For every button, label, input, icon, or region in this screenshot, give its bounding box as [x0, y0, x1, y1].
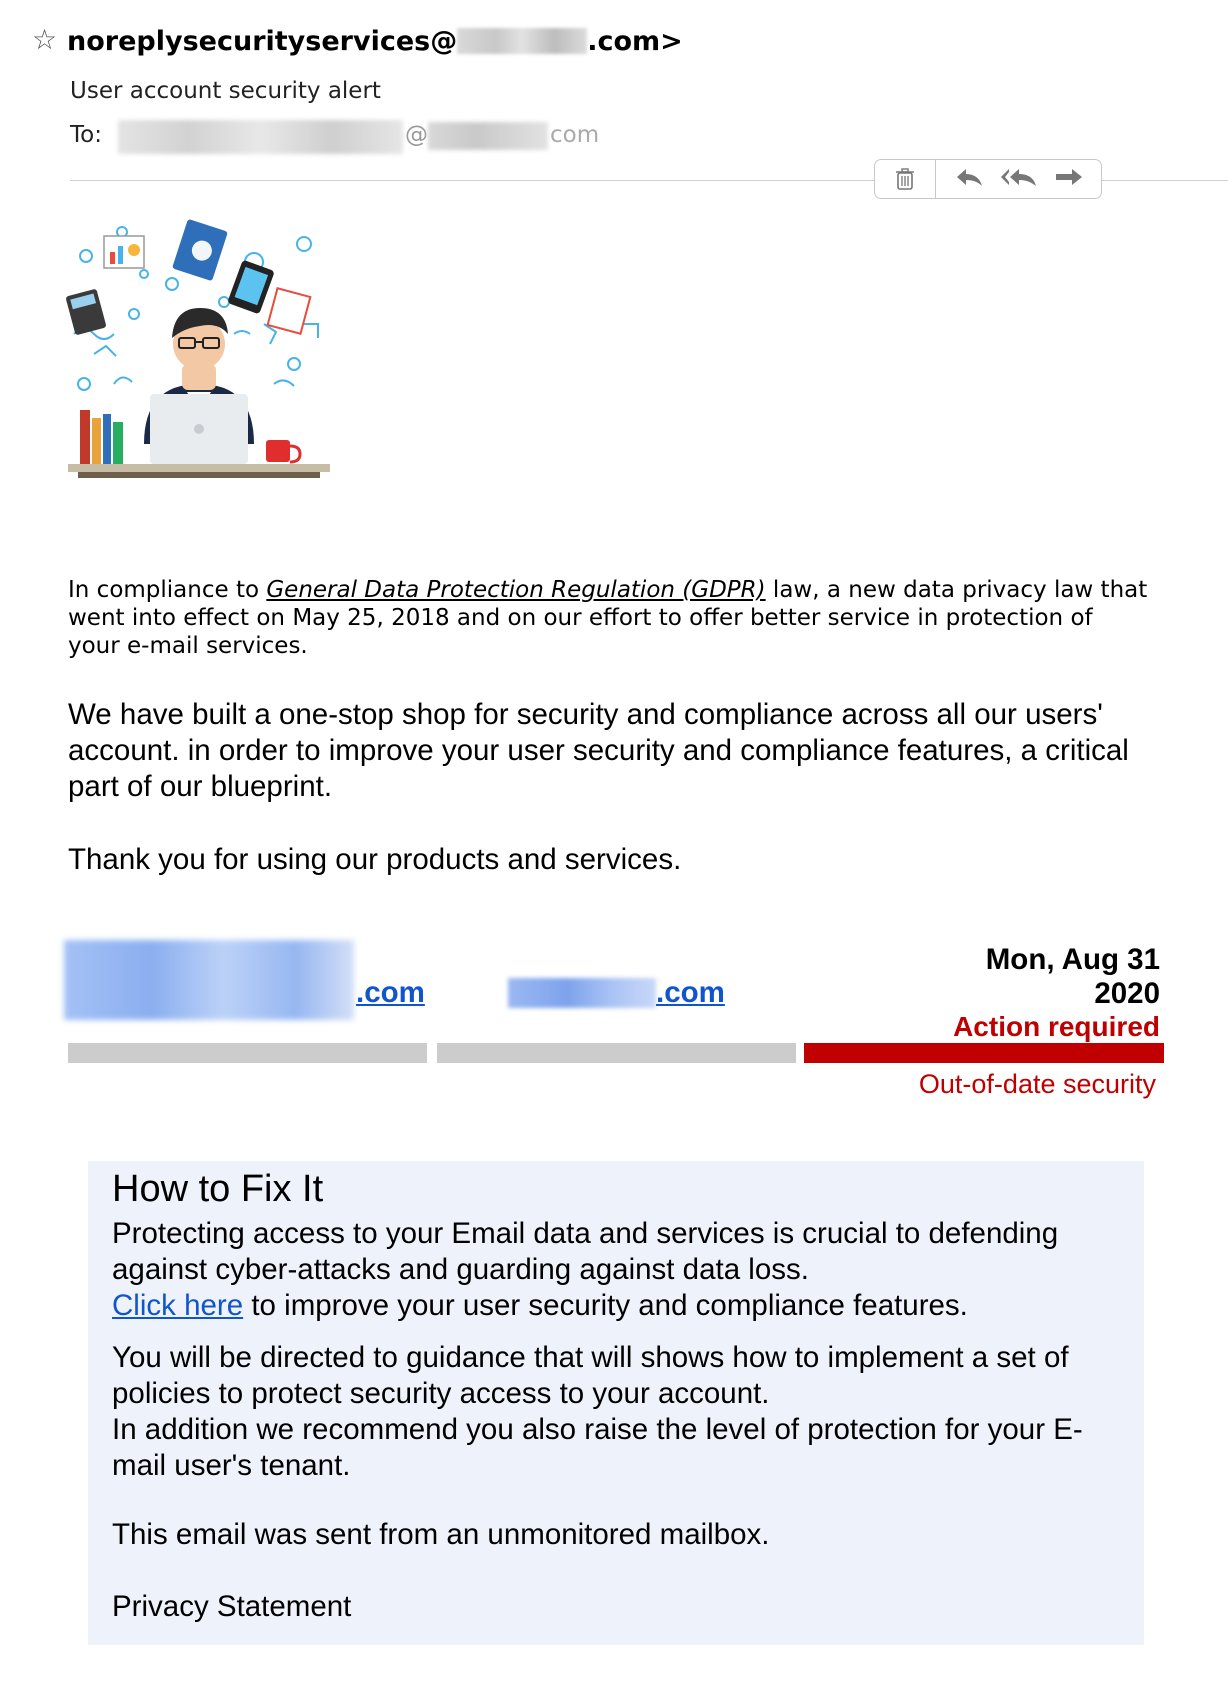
privacy-statement[interactable]: Privacy Statement [112, 1590, 352, 1623]
forward-icon[interactable] [1054, 166, 1084, 193]
status-bar-segment-1 [68, 1043, 427, 1063]
reply-actions [936, 160, 1101, 198]
star-icon[interactable]: ☆ [32, 23, 58, 56]
fix-p1-text: Protecting access to your Email data and services is crucial to defending against cyber-attacks and guarding against data loss. [112, 1217, 1059, 1286]
to-label: To: [70, 122, 102, 148]
redacted-link-2 [508, 978, 656, 1008]
fix-p1-after: to improve your user security and compliance features. [243, 1289, 968, 1322]
one-stop-shop-paragraph: We have built a one-stop shop for security and compliance across all our users' account. in order to improve your user security and compliance features, a critical part of our blueprint. [68, 698, 1129, 803]
account-link-2[interactable]: .com [656, 976, 725, 1009]
thank-you-paragraph: Thank you for using our products and services. [68, 843, 682, 876]
redacted-domain [457, 28, 587, 54]
date-line-2: 2020 [1094, 977, 1160, 1010]
trash-icon[interactable] [875, 160, 936, 198]
redacted-link-1 [64, 940, 354, 1020]
sender-prefix: noreplysecurityservices@ [67, 26, 458, 57]
alert-date [986, 943, 1160, 1011]
fix-paragraph-1 [112, 1216, 1122, 1324]
fix-paragraph-2 [112, 1340, 1122, 1484]
action-required-label: Action required [953, 1011, 1160, 1042]
to-at-sign: @ [405, 122, 428, 148]
redacted-recipient-domain [428, 122, 548, 150]
date-line-1: Mon, Aug 31 [985, 943, 1160, 976]
gdpr-link[interactable]: General Data Protection Regulation (GDPR) [266, 577, 766, 603]
account-link-1[interactable]: .com [356, 976, 425, 1009]
compliance-paragraph [68, 576, 1148, 660]
click-here-link[interactable]: Click here [112, 1289, 244, 1322]
p1-before: In compliance to [68, 577, 267, 603]
email-subject: User account security alert [70, 78, 381, 104]
to-domain-suffix: com [550, 122, 600, 148]
redacted-recipient-name [118, 120, 403, 154]
out-of-date-label: Out-of-date security [918, 1069, 1156, 1099]
fix-title: How to Fix It [112, 1168, 324, 1210]
sender-address [67, 26, 683, 57]
reply-all-icon[interactable] [999, 166, 1039, 193]
unmonitored-mailbox-note: This email was sent from an unmonitored mailbox. [112, 1518, 770, 1551]
fix-p2a: You will be directed to guidance that will shows how to implement a set of policies to protect security access to your account. [112, 1341, 1069, 1410]
sender-suffix: .com> [587, 26, 683, 57]
fix-p2b: In addition we recommend you also raise the level of protection for your E-mail user's tenant. [112, 1413, 1083, 1482]
message-toolbar [874, 159, 1102, 199]
status-bar-segment-2 [437, 1043, 796, 1063]
status-bar-segment-3-alert [804, 1043, 1164, 1063]
reply-icon[interactable] [954, 166, 984, 193]
p1-after: law, a new data privacy law that went into effect on May 25, 2018 and on our effort to offer better service in protection of your e-mail services. [68, 577, 1148, 659]
security-illustration [64, 214, 334, 502]
